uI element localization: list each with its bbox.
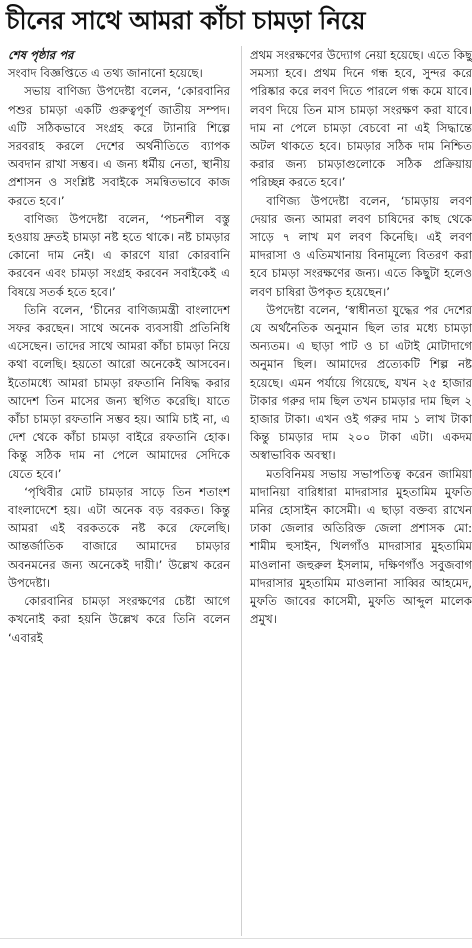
bottom-rule [0, 938, 472, 939]
column-divider [241, 46, 242, 936]
paragraph: প্রথম সংরক্ষণের উদ্যোগ নেয়া হয়েছে। এতে কিছু সমস্যা হবে। প্রথম দিনে গন্ধ হবে, সুন্দর করে পরিষ্কার করে লবণ দিতে পারলে গন্ধ কমে যাবে। লবণ দিয়ে তিন মাস চামড়া সংরক্ষণ করা যাবে। দাম না পেলে চামড়া বেচবো না এই সিদ্ধান্তে অটল থাকতে হবে। চামড়ার সঠিক দাম নিশ্চিত করার জন্য চামড়াগুলোকে সঠিক প্রক্রিয়ায় পরিচ্ছন্ন করতে হবে।’ [250, 48, 472, 190]
paragraph: বাণিজ্য উপদেষ্টা বলেন, ‘পচনশীল বস্তু হওয়ায় দ্রুতই চামড়া নষ্ট হতে থাকে। নষ্ট চামড়ার কোনো দাম নেই। এ কারণে যারা কোরবানি করবেন এবং চামড়া সংগ্রহ করবেন সবাইকেই এ বিষয়ে সতর্ক হতে হবে।’ [8, 211, 230, 299]
paragraph: উপদেষ্টা বলেন, ‘স্বাধীনতা যুদ্ধের পর দেশের যে অর্থনৈতিক অনুমান ছিল তার মধ্যে চামড়া অন্যতম। এ ছাড়া পাট ও চা এটাই মোটাদাগে অনুমান ছিল। আমাদের প্রত্যেকটি শিল্প নষ্ট হয়েছে। এমন পর্যায়ে গিয়েছে, যখন ২৫ হাজার টাকার গরুর দাম ছিল তখন চামড়ার দাম ছিল ২ হাজার টাকা। এখন ওই গরুর দাম ১ লাখ টাকা কিন্তু চামড়ার দাম ২০০ টাকা এটা। একদম অস্বাভাবিক অবস্থা। [250, 302, 472, 463]
continued-from-kicker: শেষ পৃষ্ঠার পর [8, 48, 74, 62]
paragraph: মতবিনিময় সভায় সভাপতিত্ব করেন জামিয়া মাদানিয়া বারিধারা মাদরাসার মুহতামিম মুফতি মনির হোসাইন কাসেমী। এ ছাড়া বক্তব্য রাখেন ঢাকা জেলার অতিরিক্ত জেলা প্রশাসক মো: শামীম হুসাইন, খিলগাঁও মাদরাসার মুহতামিম মাওলানা জহুরুল ইসলাম, দক্ষিণগাঁও সবুজবাগ মাদরাসার মুহতামিম মাওলানা সাব্বির আহমেদ, মুফতি জাবের কাসেমী, মুফতি আব্দুল মালেক প্রমুখ। [250, 466, 472, 627]
paragraph: সংবাদ বিজ্ঞপ্তিতে এ তথ্য জানানো হয়েছে। [8, 66, 203, 81]
paragraph: সভায় বাণিজ্য উপদেষ্টা বলেন, ‘কোরবানির পশুর চামড়া একটি গুরুত্বপূর্ণ জাতীয় সম্পদ। এটি সঠিকভাবে সংগ্রহ করে ট্যানারি শিল্পে সরবরাহ করলে দেশের অর্থনীতিতে ব্যাপক অবদান রাখা সম্ভব। এ জন্য ধর্মীয় নেতা, স্থানীয় প্রশাসন ও সংশ্লিষ্ট সবাইকে সমন্বিতভাবে কাজ করতে হবে।’ [8, 84, 230, 208]
paragraph: কোরবানির চামড়া সংরক্ষণের চেষ্টা আগে কখনোই করা হয়নি উল্লেখ করে তিনি বলেন ‘এবারই [8, 594, 230, 645]
paragraph: তিনি বলেন, ‘চীনের বাণিজ্যমন্ত্রী বাংলাদেশ সফর করছেন। সাথে অনেক ব্যবসায়ী প্রতিনিধি এসেছেন। তাদের সাথে আমরা কাঁচা চামড়া নিয়ে কথা বলেছি। হয়তো আরো অনেকেই আসবেন। ইতোমধ্যে আমরা চামড়া রফতানি নিষিদ্ধ করার আদেশ তিন মাসের জন্য স্থগিত করেছি। যাতে কাঁচা চামড়া রফতানি সম্ভব হয়। আমি চাই না, এ দেশ থেকে কাঁচা চামড়া বাইরে রফতানি হোক। কিন্তু সঠিক দাম না পেলে আমাদের সেদিকে যেতে হবে।’ [8, 302, 230, 481]
paragraph: ‘পৃথিবীর মোট চামড়ার সাড়ে তিন শতাংশ বাংলাদেশে হয়। এটা অনেক বড় বরকত। কিন্তু আমরা এই বরকতকে নষ্ট করে ফেলেছি। আন্তর্জাতিক বাজারে আমাদের চামড়ার অবনমনের জন্য অনেকেই দায়ী।’ উল্লেখ করেন উপদেষ্টা। [8, 484, 230, 590]
paragraph: বাণিজ্য উপদেষ্টা বলেন, ‘চামড়ায় লবণ দেয়ার জন্য আমরা লবণ চাষিদের কাছ থেকে সাড়ে ৭ লাখ মণ লবণ কিনেছি। এই লবণ মাদরাসা ও এতিমখানায় বিনামূল্যে বিতরণ করা হবে চামড়া সংরক্ষণের জন্য। এতে কিছুটা হলেও লবণ চাষিরা উপকৃত হয়েছেন।’ [250, 193, 472, 299]
left-column [8, 46, 230, 647]
right-column [250, 46, 472, 629]
headline: চীনের সাথে আমরা কাঁচা চামড়া নিয়ে [6, 6, 365, 35]
